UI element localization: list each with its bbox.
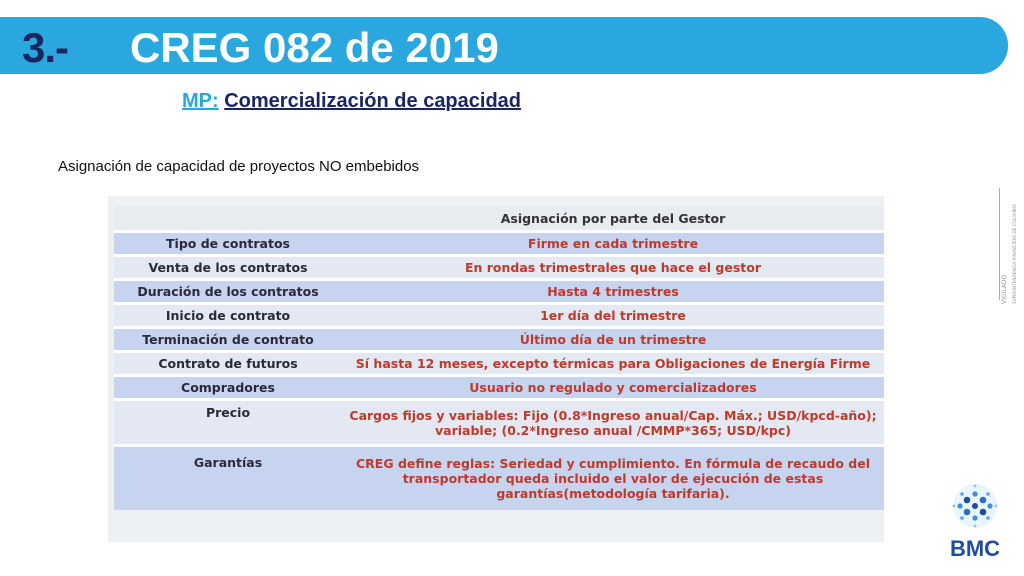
row-label: Inicio de contrato bbox=[114, 304, 342, 328]
row-label: Garantías bbox=[114, 446, 342, 510]
table-header-cell: Asignación por parte del Gestor bbox=[342, 206, 884, 232]
table-row bbox=[114, 256, 884, 280]
slide-title: CREG 082 de 2019 bbox=[130, 24, 499, 71]
table-row bbox=[114, 446, 884, 510]
row-value: Sí hasta 12 meses, excepto térmicas para Obligaciones de Energía Firme bbox=[342, 352, 884, 376]
table-header-empty bbox=[114, 206, 342, 232]
logo-text: BMC bbox=[949, 536, 1001, 561]
globe-icon bbox=[953, 484, 998, 528]
row-label: Venta de los contratos bbox=[114, 256, 342, 280]
row-label: Contrato de futuros bbox=[114, 352, 342, 376]
subtitle-text: Comercialización de capacidad bbox=[224, 90, 522, 112]
row-label: Compradores bbox=[114, 376, 342, 400]
allocation-table-image bbox=[108, 196, 884, 542]
row-label: Tipo de contratos bbox=[114, 232, 342, 256]
allocation-table bbox=[114, 206, 884, 510]
table-row bbox=[114, 328, 884, 352]
vigilado-seal bbox=[992, 180, 1022, 310]
row-label: Terminación de contrato bbox=[114, 328, 342, 352]
table-row bbox=[114, 352, 884, 376]
row-value: En rondas trimestrales que hace el gestor bbox=[342, 256, 884, 280]
section-subtitle bbox=[182, 90, 521, 113]
row-value: Firme en cada trimestre bbox=[342, 232, 884, 256]
bmc-logo bbox=[944, 482, 1006, 562]
row-value: Cargos fijos y variables: Fijo (0.8*Ingreso anual/Cap. Máx.; USD/kpcd-año); variable; (0.2*Ingreso anual /CMMP*365; USD/kpc) bbox=[342, 400, 884, 446]
row-value: 1er día del trimestre bbox=[342, 304, 884, 328]
row-label: Duración de los contratos bbox=[114, 280, 342, 304]
slide-number: 3.- bbox=[22, 24, 69, 71]
subtitle-prefix: MP: bbox=[182, 90, 219, 112]
table-row bbox=[114, 280, 884, 304]
seal-line2: SUPERINTENDENCIA FINANCIERA DE COLOMBIA bbox=[1012, 204, 1017, 304]
table-caption: Asignación de capacidad de proyectos NO embebidos bbox=[58, 158, 420, 175]
table-row bbox=[114, 376, 884, 400]
table-row bbox=[114, 304, 884, 328]
table-row bbox=[114, 232, 884, 256]
table-row bbox=[114, 400, 884, 446]
table-header-row bbox=[114, 206, 884, 232]
row-value: Usuario no regulado y comercializadores bbox=[342, 376, 884, 400]
row-label: Precio bbox=[114, 400, 342, 446]
row-value: Hasta 4 trimestres bbox=[342, 280, 884, 304]
row-value: CREG define reglas: Seriedad y cumplimiento. En fórmula de recaudo del transportador queda incluido el valor de ejecución de estas garantías(metodología tarifaria). bbox=[342, 446, 884, 510]
seal-line1: VIGILADO bbox=[1001, 274, 1008, 304]
row-value: Último día de un trimestre bbox=[342, 328, 884, 352]
